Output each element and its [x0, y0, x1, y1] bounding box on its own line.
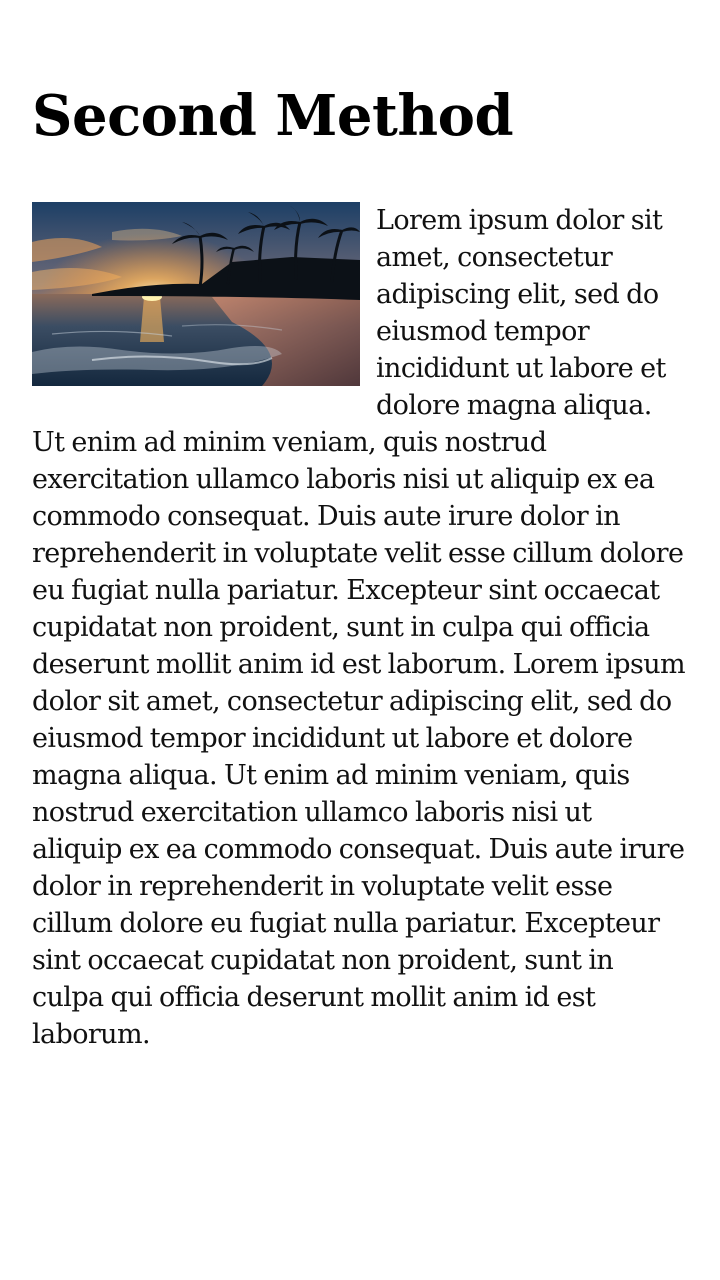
- article-paragraph: Lorem ipsum dolor sit amet, consectetur adipiscing elit, sed do eiusmod tempor incididunt ut labore et dolore magna aliqua. Ut enim ad minim veniam, quis nostrud exercitation ullamco laboris nisi ut aliquip ex ea commodo consequat. Duis aute irure dolor in reprehenderit in voluptate velit esse cillum dolore eu fugiat nulla pariatur. Excepteur sint occaecat cupidatat non proident, sunt in culpa qui officia deserunt mollit anim id est laborum. Lorem ipsum dolor sit amet, consectetur adipiscing elit, sed do eiusmod tempor incididunt ut labore et dolore magna aliqua. Ut enim ad minim veniam, quis nostrud exercitation ullamco laboris nisi ut aliquip ex ea commodo consequat. Duis aute irure dolor in reprehenderit in voluptate velit esse cillum dolore eu fugiat nulla pariatur. Excepteur sint occaecat cupidatat non proident, sunt in culpa qui officia deserunt mollit anim id est laborum.: [32, 205, 686, 1050]
- article-body: [32, 202, 688, 1053]
- beach-sunset-image: [32, 202, 360, 386]
- page-title: Second Method: [32, 83, 514, 149]
- article: [32, 0, 688, 1053]
